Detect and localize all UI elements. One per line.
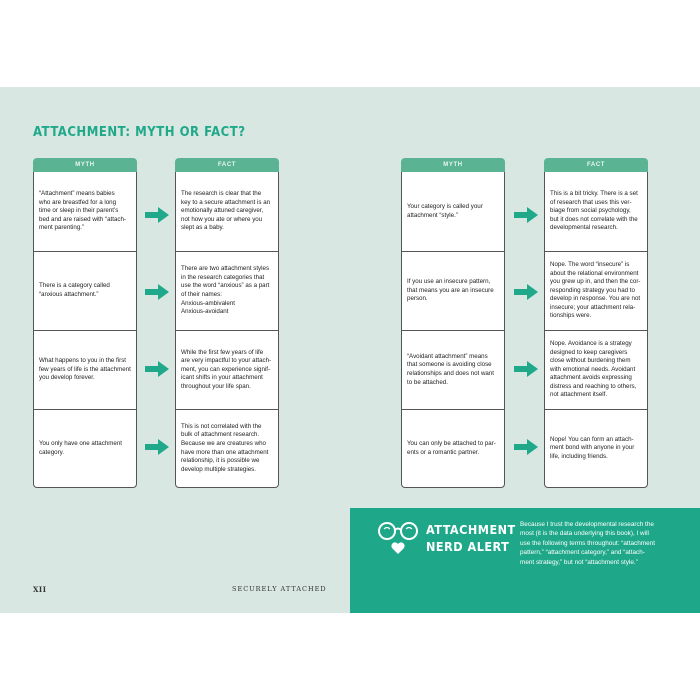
arrow-right-icon — [514, 439, 538, 455]
right-myth-cell-1: Your category is called your attachment “style.” — [407, 202, 483, 219]
left-fact-column — [175, 158, 279, 488]
left-myth-column — [33, 158, 137, 488]
arrow-right-icon — [145, 439, 169, 455]
page-title: ATTACHMENT: MYTH OR FACT? — [33, 125, 246, 140]
right-myth-cell-2: If you use an insecure pattern, that means you are an insecure person. — [402, 251, 504, 330]
left-fact-header: FACT — [175, 158, 279, 172]
left-myth-body — [33, 172, 137, 488]
left-myth-cell-4: You only have one attachment category. — [34, 409, 136, 487]
right-fact-body — [544, 172, 648, 488]
left-fact-cell-4: This is not correlated with the bulk of attachment research. Because we are creatures who have more than one attachment relationship, it is possible we develop multiple strategies. — [176, 409, 278, 487]
right-fact-header: FACT — [544, 158, 648, 172]
running-head: SECURELY ATTACHED — [232, 585, 327, 593]
right-myth-body — [401, 172, 505, 488]
arrow-right-icon — [145, 361, 169, 377]
right-fact-column — [544, 158, 648, 488]
right-myth-cell-4: You can only be attached to par- ents or a romantic partner. — [402, 409, 504, 487]
right-fact-cell-1: This is a bit tricky. There is a set of research that uses this ver- biage from social psychology, but it does not correlate with the developmental research. — [550, 190, 638, 232]
arrow-right-icon — [514, 284, 538, 300]
right-myth-header: MYTH — [401, 158, 505, 172]
nerd-alert-title: ATTACHMENT NERD ALERT — [426, 522, 516, 554]
left-fact-cell-3: While the first few years of life are very impactful to your attach- ment, you can experience signif- icant shifts in your attachment throughout your life span. — [176, 330, 278, 409]
right-fact-cell-4: Nope! You can form an attach- ment bond with anyone in your life, including friends. — [545, 409, 647, 487]
left-fact-body — [175, 172, 279, 488]
left-fact-cell-2: There are two attachment styles in the research categories that use the word “anxious” as a part of their names: Anxious-ambivalent Anxious-avoidant — [176, 251, 278, 330]
arrow-right-icon — [145, 284, 169, 300]
nerd-alert-text: Because I trust the developmental research the most (it is the data underlying this book), I will use the following terms throughout: “attachment pattern,” “attachment category,” and “attach- ment strategy,” but not “attachment style.” — [520, 521, 655, 566]
left-myth-cell-2: There is a category called “anxious attachment.” — [34, 251, 136, 330]
arrow-right-icon — [514, 207, 538, 223]
arrow-right-icon — [514, 361, 538, 377]
right-fact-cell-3: Nope. Avoidance is a strategy designed to keep caregivers close without burdening them with emotional needs. Avoidant attachment avoids expressing distress and reaching to others, not attachment itself. — [545, 330, 647, 409]
glasses-heart-icon — [376, 519, 420, 557]
left-fact-cell-1: The research is clear that the key to a secure attachment is an emotionally attuned caregiver, not how you ate or where you slept as a baby. — [181, 190, 271, 232]
arrow-right-icon — [145, 207, 169, 223]
right-fact-cell-2: Nope. The word “insecure” is about the relational environment you grew up in, and then the cor- responding strategy you had to develop in response. You are not insecure; your attachment rela- tionships were. — [545, 251, 647, 330]
left-myth-cell-3: What happens to you in the first few years of life is the attachment you develop forever. — [34, 330, 136, 409]
left-myth-cell-1: “Attachment” means babies who are breastfed for a long time or sleep in their parent’s bed and are raised with “attach- ment parenting.” — [39, 190, 127, 232]
right-myth-cell-3: “Avoidant attachment” means that someone is avoiding close relationships and does not want to be attached. — [402, 330, 504, 409]
page-number: XII — [33, 585, 47, 594]
left-myth-header: MYTH — [33, 158, 137, 172]
right-myth-column — [401, 158, 505, 488]
